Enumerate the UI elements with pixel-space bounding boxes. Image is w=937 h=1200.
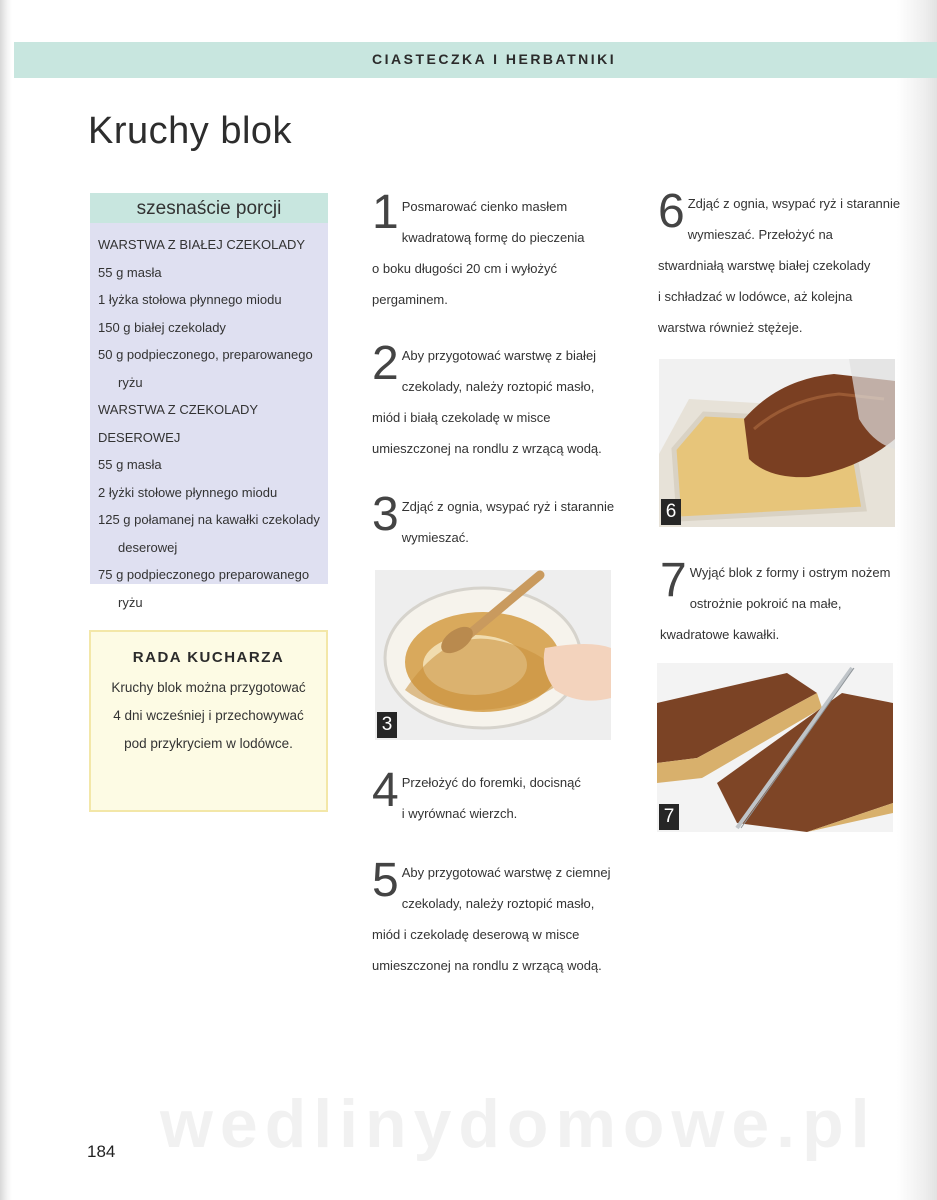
photo-number-badge: 3: [377, 712, 397, 738]
ingredient-item: 2 łyżki stołowe płynnego miodu: [98, 484, 278, 500]
ingredients-list: [90, 223, 328, 616]
layering-tin-illustration: [659, 359, 895, 527]
chef-tip-line: 4 dni wcześniej i przechowywać: [113, 708, 304, 723]
ingredient-item: 55 g masła: [98, 457, 162, 472]
step-line: Wyjąć blok z formy i ostrym nożem: [689, 565, 891, 580]
step-text: [372, 337, 622, 464]
watermark: wedlinydomowe.pl: [160, 1086, 877, 1162]
chef-tip-title: RADA KUCHARZA: [132, 649, 285, 666]
step-line: Aby przygotować warstwę z białej: [401, 348, 597, 363]
step-text: [372, 764, 622, 829]
step-line: kwadratową formę do pieczenia: [401, 230, 585, 245]
cutting-block-illustration: [657, 663, 893, 832]
recipe-title: Kruchy blok: [88, 110, 293, 152]
step-line: pergaminem.: [372, 292, 448, 307]
step-5: [372, 854, 622, 981]
step-line: Posmarować cienko masłem: [401, 199, 568, 214]
ingredient-item-continuation: [98, 369, 320, 397]
step-line: ostrożnie pokroić na małe,: [689, 596, 842, 611]
step-line: stwardniałą warstwę białej czekolady: [658, 258, 871, 273]
step-line: i wyrównać wierzch.: [401, 806, 518, 821]
step-line: kwadratowe kawałki.: [660, 627, 780, 642]
ingredients-panel: [90, 193, 328, 610]
ingredient-item: 55 g masła: [98, 264, 162, 280]
step-text: [372, 854, 622, 981]
step-number: 6: [658, 185, 685, 238]
step-line: Aby przygotować warstwę z ciemnej: [401, 865, 611, 880]
photo-step-7-cutting: [657, 663, 893, 832]
chef-tip-text: [91, 674, 326, 758]
ingredient-group-heading: WARSTWA Z CZEKOLADY DESEROWEJ: [98, 402, 258, 445]
step-6: [658, 185, 908, 343]
step-3: [372, 488, 622, 553]
step-line: wymieszać.: [401, 530, 469, 545]
ingredient-continuation-text: deserowej: [118, 539, 178, 555]
step-line: czekolady, należy roztopić masło,: [401, 379, 595, 394]
step-text: [372, 186, 622, 315]
step-7: [660, 554, 910, 650]
step-line: czekolady, należy roztopić masło,: [401, 896, 595, 911]
step-line: i schładzać w lodówce, aż kolejna: [658, 289, 853, 304]
photo-step-3-mixing: [375, 570, 611, 740]
step-number: 2: [372, 337, 399, 390]
photo-number-badge: 7: [659, 804, 679, 830]
step-2: [372, 337, 622, 464]
page-edge-left: [0, 0, 12, 1200]
page-number: 184: [87, 1142, 116, 1161]
ingredient-continuation-text: ryżu: [118, 374, 143, 390]
step-line: Zdjąć z ognia, wsypać ryż i starannie: [401, 499, 615, 514]
step-line: o boku długości 20 cm i wyłożyć: [372, 261, 557, 276]
ingredient-group-heading: WARSTWA Z BIAŁEJ CZEKOLADY: [98, 237, 306, 252]
step-line: miód i białą czekoladę w misce: [372, 410, 551, 425]
step-line: umieszczonej na rondlu z wrzącą wodą.: [372, 441, 602, 456]
chef-tip-line: Kruchy blok można przygotować: [111, 680, 306, 695]
ingredient-item-continuation: [98, 534, 320, 562]
photo-number-badge: 6: [661, 499, 681, 525]
step-number: 5: [372, 854, 399, 907]
step-number: 4: [372, 764, 399, 817]
ingredient-item: 75 g podpieczonego preparowanego: [98, 567, 310, 582]
chef-tip-box: [89, 630, 328, 812]
step-text: [658, 185, 908, 343]
step-line: warstwa również stężeje.: [658, 320, 803, 335]
ingredient-item: 1 łyżka stołowa płynnego miodu: [98, 292, 282, 307]
ingredient-item: 150 g białej czekolady: [98, 319, 226, 335]
ingredient-item: 50 g podpieczonego, preparowanego: [98, 347, 313, 362]
ingredient-item-continuation: [98, 589, 320, 617]
step-line: Zdjąć z ognia, wsypać ryż i starannie: [687, 196, 901, 211]
step-text: [660, 554, 910, 650]
mixing-bowl-illustration: [375, 570, 611, 740]
step-4: [372, 764, 622, 829]
step-1: [372, 186, 622, 315]
step-line: miód i czekoladę deserową w misce: [372, 927, 580, 942]
step-line: Przełożyć do foremki, docisnąć: [401, 775, 581, 790]
step-text: [372, 488, 622, 553]
ingredient-item: 125 g połamanej na kawałki czekolady: [98, 512, 320, 527]
step-number: 3: [372, 488, 399, 541]
step-number: 1: [372, 186, 399, 239]
ingredient-continuation-text: ryżu: [118, 594, 143, 610]
chef-tip-line: pod przykryciem w lodówce.: [124, 736, 293, 751]
section-title: CIASTECZKA I HERBATNIKI: [372, 51, 617, 67]
step-line: umieszczonej na rondlu z wrzącą wodą.: [372, 958, 602, 973]
step-number: 7: [660, 554, 687, 607]
servings-heading: szesnaście porcji: [90, 193, 328, 223]
photo-step-6-layering: [659, 359, 895, 527]
step-line: wymieszać. Przełożyć na: [687, 227, 833, 242]
